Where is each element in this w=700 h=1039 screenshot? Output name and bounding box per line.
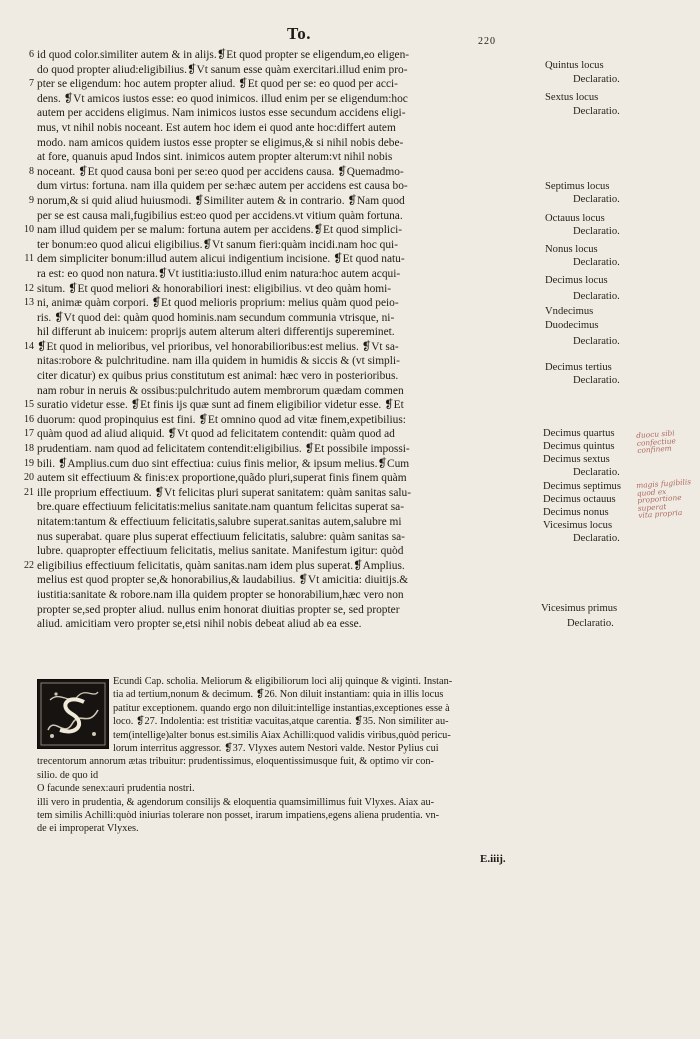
line-text: ris. ❡Vt quod dei: quàm quod hominis.nam secundum communia vtrisque, ni-	[37, 311, 395, 324]
margin-note: Decimus tertius	[545, 362, 612, 373]
running-head	[0, 24, 700, 47]
text-line	[0, 413, 540, 428]
line-number: 11	[24, 253, 34, 265]
line-text: id quod color.similiter autem & in alijs.❡Et quod propter se eligendum,eo eligen-	[37, 49, 410, 61]
text-line	[0, 150, 540, 165]
margin-note: Octauus locus	[545, 213, 605, 224]
margin-note: Declaratio.	[573, 194, 620, 205]
text-line	[0, 559, 540, 574]
margin-note: Decimus nonus	[543, 507, 609, 518]
line-number: 9	[29, 194, 34, 206]
scholia-line: tem similis Achilli:quòd iniurias tolerare non posset, irarum impatiens,egens aliena prudentia. vn-	[37, 809, 440, 821]
line-text: autem per accidens eligimus. Nam inimicos iustos esse secundum accidens eligi-	[37, 107, 406, 120]
line-text: nus superabat. quare plus superat effectiuum felicitatis, salubre: quàm sanitas sa-	[37, 530, 405, 543]
scholia-line: O facunde senex:auri prudentia nostri.	[37, 783, 195, 795]
margin-note: Nonus locus	[545, 244, 598, 255]
text-line	[0, 427, 540, 442]
line-text: quàm quod ad aliud aliquid. ❡Vt quod ad felicitatem contendit: quàm quod ad	[37, 428, 395, 441]
margin-note: Declaratio.	[573, 336, 620, 347]
text-line	[0, 252, 540, 267]
margin-note: Declaratio.	[573, 467, 620, 478]
scholia-line: tia ad tertium,nonum & decimum. ❡26. Non diluit instantiam: quia in illis locus	[113, 689, 444, 701]
decorated-initial-s-icon	[38, 680, 108, 748]
text-line	[0, 617, 540, 632]
margin-note: Declaratio.	[573, 106, 620, 117]
text-line	[0, 165, 540, 180]
text-line	[0, 296, 540, 311]
line-text: nam illud quidem per se malum: fortuna autem per accidens.❡Et quod simplici-	[37, 224, 403, 237]
line-text: ni, animæ quàm corpori. ❡Et quod melioris proprium: melius quàm quod peio-	[37, 297, 399, 310]
line-number: 7	[29, 78, 34, 90]
line-text: bre.quare effectiuum felicitatis:melius sanitate.nam quantum felicitas superat sa-	[37, 501, 405, 514]
line-text: melius est quod propter se,& honorabilius,& laudabilius. ❡Vt amicitia: diuitijs.&	[37, 574, 409, 587]
line-number: 10	[24, 224, 34, 236]
line-text: dum virtus: fortuna. nam illa quidem per se:hæc autem per accidens est causa bo-	[37, 180, 408, 193]
text-line	[0, 442, 540, 457]
line-text: norum,& si quid aliud huiusmodi. ❡Similiter autem & in contrario. ❡Nam quod	[37, 194, 405, 207]
margin-note: Decimus octauus	[543, 494, 616, 505]
margin-note: Declaratio.	[567, 618, 614, 629]
line-text: ra est: eo quod non natura.❡Vt iustitia:iusto.illud enim natura:hoc autem acqui-	[37, 267, 401, 280]
text-line	[0, 486, 540, 501]
scholia-line: trecentorum annorum ætas tribuitur: prudentissimus, eloquentissimusque fuit, & optimo vir con-	[37, 756, 434, 768]
margin-note: Vndecimus	[545, 306, 594, 317]
margin-note: Vicesimus primus	[541, 603, 618, 614]
line-text: per se est causa mali,fugibilius est:eo quod per accidens.vt vitium quàm fortuna.	[37, 209, 403, 222]
scholia-line: lorum interritus aggressor. ❡37. Vlyxes autem Nestori valde. Nestor Pylius cui	[113, 742, 439, 754]
margin-note: Declaratio.	[573, 226, 620, 237]
line-text: nitatem:tantum & effectiuum felicitatis,salubre superat.sanitas autem,salubre mi	[37, 516, 402, 528]
line-text: mus, vt nihil nobis noceant. Est autem hoc idem ei quod ante hoc:differt autem	[37, 121, 396, 134]
line-text: duorum: quod propinquius est fini. ❡Et omnino quod ad vitæ finem,expetibilius:	[37, 413, 406, 426]
line-number: 6	[29, 49, 34, 60]
margin-note: Septimus locus	[545, 181, 610, 192]
signature-mark: E.iiij.	[480, 853, 506, 865]
scholia-line: silio. de quo id	[37, 769, 99, 781]
running-head-title: To.	[287, 24, 312, 43]
line-text: hil differunt ab inuicem: proprijs autem alterum alteri differentijs supereminet.	[37, 326, 395, 339]
line-text: dem simpliciter bonum:illud autem alicui indigentium incisione. ❡Et quod natu-	[37, 253, 405, 266]
margin-note: Declaratio.	[573, 291, 620, 302]
text-line	[0, 603, 540, 618]
text-line	[0, 106, 540, 121]
scholia-line: illi vero in prudentia, & agendorum consilijs & eloquentia quamsimillimus fuit Vlyxes. Aiax au-	[37, 796, 435, 808]
text-line	[0, 457, 540, 472]
text-line	[0, 369, 540, 384]
line-text: aliud. amicitiam vero propter se,etsi nihil nobis debeat aliud ab ea esse.	[37, 618, 362, 631]
text-line	[0, 544, 540, 559]
margin-note: Quintus locus	[545, 60, 604, 71]
text-line	[0, 121, 540, 136]
margin-note: Decimus septimus	[543, 481, 621, 492]
line-text: situm. ❡Et quod meliori & honorabiliori inest: eligibilius. vt deo quàm homi-	[37, 282, 392, 295]
line-text: suratio videtur esse. ❡Et finis ijs quæ sunt ad finem eligibilior videtur esse. ❡Et	[37, 399, 404, 412]
handwritten-annotation: magis fugibilis quod ex proportione superat vita propria	[635, 477, 692, 521]
text-line	[0, 384, 540, 399]
line-number: 19	[24, 457, 34, 469]
text-line	[0, 530, 540, 545]
line-text: noceant. ❡Et quod causa boni per se:eo quod per accidens causa. ❡Quemadmo-	[37, 165, 404, 178]
text-line	[0, 194, 540, 209]
margin-note: Declaratio.	[573, 74, 620, 85]
line-text: at fore, quanuis apud Indos sint. inimicos autem propter alterum:vt nihil nobis	[37, 151, 393, 164]
text-line	[0, 500, 540, 515]
text-line	[0, 354, 540, 369]
text-line	[0, 136, 540, 151]
line-text: nitas:robore & pulchritudine. nam illa quidem in humidis & siccis & (vt simpli-	[37, 355, 400, 368]
margin-note: Vicesimus locus	[543, 520, 613, 531]
text-line	[0, 588, 540, 603]
text-line	[0, 238, 540, 253]
line-text: lubre. quapropter effectiuum felicitatis, melius sanitate. Manifestum igitur: quòd	[37, 545, 404, 558]
text-line	[0, 573, 540, 588]
line-number: 17	[24, 428, 34, 440]
text-line	[0, 515, 540, 530]
line-text: ❡Et quod in melioribus, vel prioribus, vel honorabilioribus:est melius. ❡Vt sa-	[37, 340, 399, 353]
line-text: pter se eligendum: hoc autem propter aliud. ❡Et quod per se: eo quod per acci-	[37, 78, 398, 91]
decorated-initial	[37, 679, 109, 749]
text-line	[0, 471, 540, 486]
line-number: 21	[24, 486, 34, 498]
margin-note: Decimus quintus	[543, 441, 615, 452]
margin-note: Declaratio.	[573, 533, 620, 544]
text-line	[0, 63, 540, 78]
line-number: 15	[24, 399, 34, 411]
line-number: 16	[24, 413, 34, 425]
margin-note: Declaratio.	[573, 257, 620, 268]
margin-note: Decimus locus	[545, 275, 608, 286]
line-number: 18	[24, 443, 34, 455]
line-text: iustitia:sanitate & robore.nam illa quidem propter se honorabilium,hæc vero non	[37, 588, 404, 601]
scholia-line: patitur exceptionem. quando ergo non diluit:intellige instantias,exceptiones esse à	[113, 702, 450, 714]
text-line	[0, 282, 540, 297]
line-number: 14	[24, 340, 34, 352]
line-text: modo. nam amicos quidem iustos esse propter se eligimus,& si nihil nobis debe-	[37, 136, 404, 149]
line-text: propter se,sed propter aliud. nullus enim honorat diuitias propter se, sed propter	[37, 603, 400, 616]
text-line	[0, 340, 540, 355]
text-line	[0, 77, 540, 92]
main-text-block	[0, 48, 540, 632]
line-text: citer dicatur) ex quibus prius constitutum est animal: hæc vero in posterioribus.	[37, 370, 399, 383]
line-number: 13	[24, 297, 34, 309]
line-number: 20	[24, 472, 34, 484]
text-line	[0, 267, 540, 282]
margin-note: Decimus sextus	[543, 454, 610, 465]
scholia-line: de ei improperat Vlyxes.	[37, 823, 139, 835]
line-number: 22	[24, 559, 34, 571]
line-text: do quod propter aliud:eligibilius.❡Vt sanum esse quàm exercitari.illud enim pro-	[37, 63, 408, 76]
line-text: autem sit effectiuum & finis:ex proportione,quãdo pluri,superat finis finem quàm	[37, 472, 407, 485]
line-text: prudentiam. nam quod ad felicitatem contendit:eligibilius. ❡Et possibile impossi-	[37, 443, 410, 456]
scholia-lines	[37, 675, 532, 836]
line-number: 12	[24, 282, 34, 294]
scholia-line: loco. ❡27. Indolentia: est tristitiæ vacuitas,atque carentia. ❡35. Non similiter au-	[113, 716, 449, 728]
text-line	[0, 179, 540, 194]
text-line	[0, 311, 540, 326]
line-number: 8	[29, 165, 34, 177]
margin-note: Duodecimus	[545, 320, 599, 331]
scholia-line: tem(intellige)alter bonus est.similis Aiax Achilli:quod validis viribus,quòd pericu-	[113, 729, 451, 741]
scholia-block	[37, 675, 532, 836]
text-line	[0, 92, 540, 107]
line-text: nam robur in neruis & ossibus:pulchritudo autem membrorum quædam commen	[37, 384, 404, 397]
line-text: ille proprium effectiuum. ❡Vt felicitas pluri superat sanitatem: quàm sanitas salu-	[37, 486, 412, 499]
text-line	[0, 325, 540, 340]
margin-note: Sextus locus	[545, 92, 599, 103]
text-line	[0, 48, 540, 63]
margin-note: Decimus quartus	[543, 428, 615, 439]
handwritten-annotation: duocu sibi confectiue confinem	[635, 428, 677, 456]
scholia-line: Ecundi Cap. scholia. Meliorum & eligibiliorum loci alij quinque & viginti. Instan-	[113, 676, 453, 687]
text-line	[0, 223, 540, 238]
text-line	[0, 398, 540, 413]
line-text: eligibilius effectiuum felicitatis, quàm sanitas.nam idem plus superat.❡Amplius.	[37, 559, 405, 572]
folio-number: 220	[478, 36, 496, 47]
margin-note: Declaratio.	[573, 375, 620, 386]
line-text: ter bonum:eo quod alicui eligibilius.❡Vt sanum fieri:quàm incidi.nam hoc qui-	[37, 238, 399, 251]
line-text: bili. ❡Amplius.cum duo sint effectiua: cuius finis melior, & ipsum melius.❡Cum	[37, 457, 410, 470]
line-text: dens. ❡Vt amicos iustos esse: eo quod inimicos. illud enim per se eligendum:hoc	[37, 92, 408, 105]
text-line	[0, 209, 540, 224]
